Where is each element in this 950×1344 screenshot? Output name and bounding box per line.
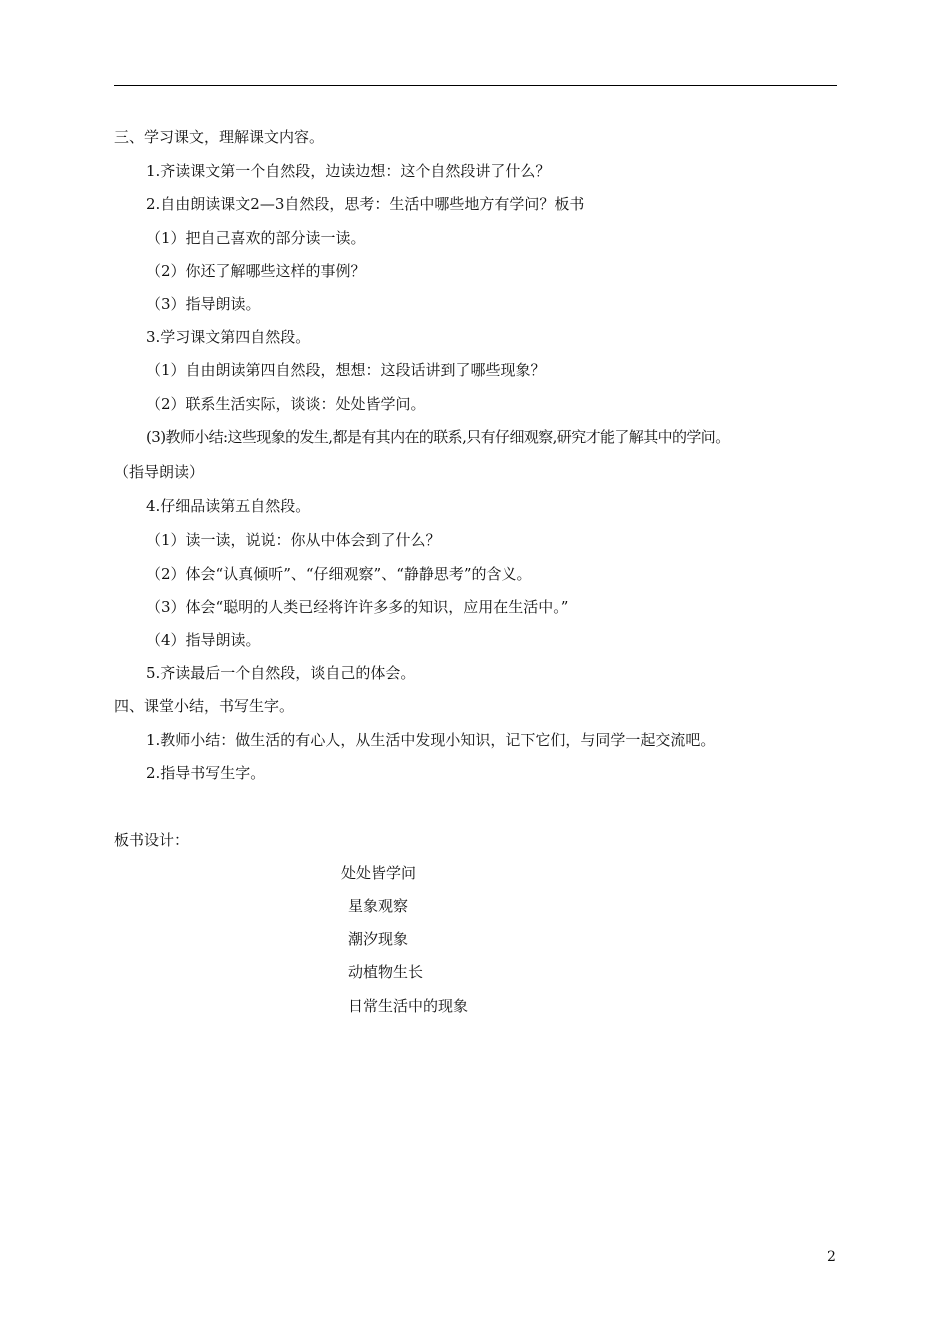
board-design-label: 板书设计： <box>114 831 190 849</box>
paragraph-line: （2）联系生活实际，谈谈：处处皆学问。 <box>146 395 426 413</box>
board-title: 处处皆学问 <box>341 864 417 882</box>
paragraph-line: 4.仔细品读第五自然段。 <box>146 497 311 515</box>
paragraph-line: （2）体会“认真倾听”、“仔细观察”、“静静思考”的含义。 <box>146 565 532 583</box>
page-number: 2 <box>827 1249 836 1265</box>
paragraph-line: （1）读一读，说说：你从中体会到了什么？ <box>146 531 441 549</box>
paragraph-line: 1.齐读课文第一个自然段，边读边想：这个自然段讲了什么？ <box>146 162 551 180</box>
board-item: 日常生活中的现象 <box>348 997 469 1015</box>
paragraph-line: （3）体会“聪明的人类已经将许许多多的知识，应用在生活中。” <box>146 598 569 616</box>
board-item: 潮汐现象 <box>348 930 409 948</box>
board-item: 动植物生长 <box>348 963 424 981</box>
paragraph-line: （1）自由朗读第四自然段，想想：这段话讲到了哪些现象？ <box>146 361 546 379</box>
paragraph-line: 3.学习课文第四自然段。 <box>146 328 311 346</box>
paragraph-line: 1.教师小结：做生活的有心人，从生活中发现小知识，记下它们，与同学一起交流吧。 <box>146 731 716 749</box>
paragraph-line: 2.自由朗读课文2—3自然段，思考：生活中哪些地方有学问？板书 <box>146 195 585 213</box>
paragraph-line: （3）指导朗读。 <box>146 295 261 313</box>
paragraph-line: （4）指导朗读。 <box>146 631 261 649</box>
board-item: 星象观察 <box>348 897 409 915</box>
paragraph-line: （指导朗读） <box>114 463 205 481</box>
section-heading-4: 四、课堂小结，书写生字。 <box>114 697 295 715</box>
header-rule <box>114 85 837 86</box>
paragraph-line: （2）你还了解哪些这样的事例？ <box>146 262 366 280</box>
paragraph-line: (3)教师小结:这些现象的发生,都是有其内在的联系,只有仔细观察,研究才能了解其中的学问。 <box>146 428 730 446</box>
paragraph-line: （1）把自己喜欢的部分读一读。 <box>146 229 366 247</box>
paragraph-line: 2.指导书写生字。 <box>146 764 266 782</box>
paragraph-line: 5.齐读最后一个自然段，谈自己的体会。 <box>146 664 416 682</box>
section-heading-3: 三、学习课文，理解课文内容。 <box>114 128 325 146</box>
